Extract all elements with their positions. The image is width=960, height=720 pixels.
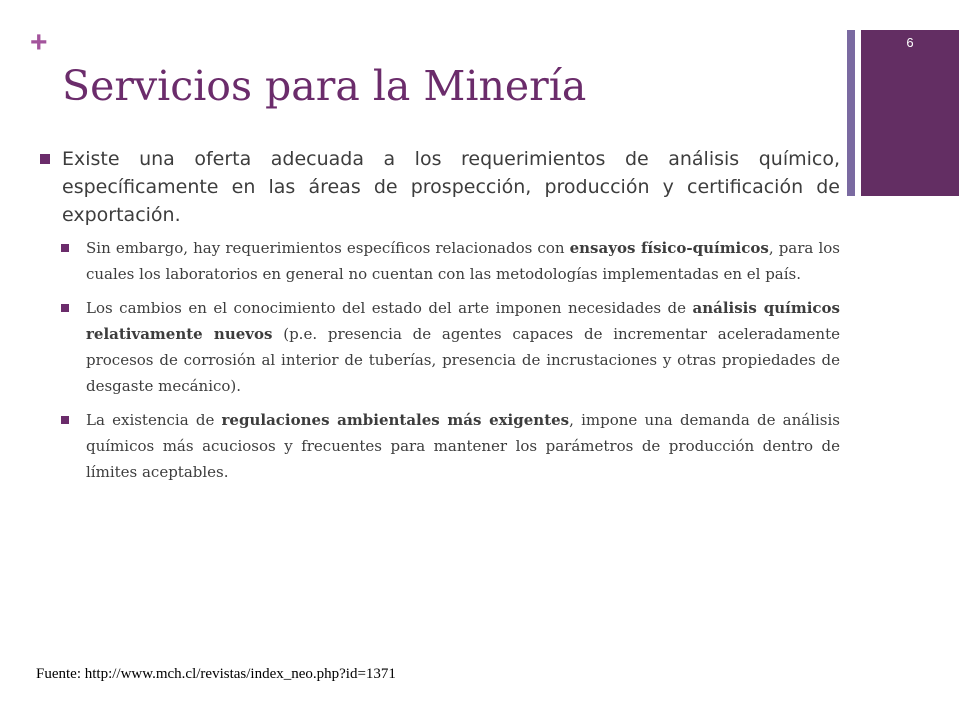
sub-bullet-text: , para los cuales los laboratorios en general no cuentan con las metodologías implementadas en el país.	[86, 239, 840, 283]
slide-number-panel	[861, 30, 959, 196]
sub-bullet-emphasis: regulaciones ambientales más exigentes	[221, 411, 570, 429]
bullet-square-icon	[40, 154, 50, 164]
sub-bullet-item	[40, 235, 840, 287]
main-bullet-text: Existe una oferta adecuada a los requerimientos de análisis químico, específicamente en las áreas de prospección, producción y certificación de exportación.	[62, 148, 840, 226]
slide-body	[40, 145, 840, 493]
sub-bullet-emphasis: análisis químicos relativamente nuevos	[86, 299, 840, 343]
sub-bullet-text: , impone una demanda de análisis químicos más acuciosos y frecuentes para mantener los parámetros de producción dentro de límites aceptables.	[86, 411, 841, 481]
slide-title: Servicios para la Minería	[62, 62, 587, 110]
sub-bullet-emphasis: ensayos físico-químicos	[569, 239, 769, 257]
bullet-square-icon	[61, 304, 69, 312]
source-citation: Fuente: http://www.mch.cl/revistas/index_neo.php?id=1371	[36, 666, 396, 682]
sub-bullet-text: La existencia de	[86, 411, 222, 429]
main-bullet	[40, 145, 840, 229]
sub-bullet-list	[40, 235, 840, 485]
bullet-square-icon	[61, 244, 69, 252]
slide-number: 6	[906, 35, 914, 50]
plus-mark: +	[30, 26, 48, 59]
sub-bullet-text: (p.e. presencia de agentes capaces de incrementar aceleradamente procesos de corrosión al interior de tuberías, presencia de incrustaciones y otras propiedades de desgaste mecánico).	[86, 325, 840, 395]
sub-bullet-item	[40, 295, 840, 399]
bullet-square-icon	[61, 416, 69, 424]
sub-bullet-item	[40, 407, 840, 485]
sub-bullet-text: Los cambios en el conocimiento del estado del arte imponen necesidades de	[86, 299, 693, 317]
decorative-bar	[847, 30, 855, 196]
sub-bullet-text: Sin embargo, hay requerimientos específicos relacionados con	[86, 239, 570, 257]
